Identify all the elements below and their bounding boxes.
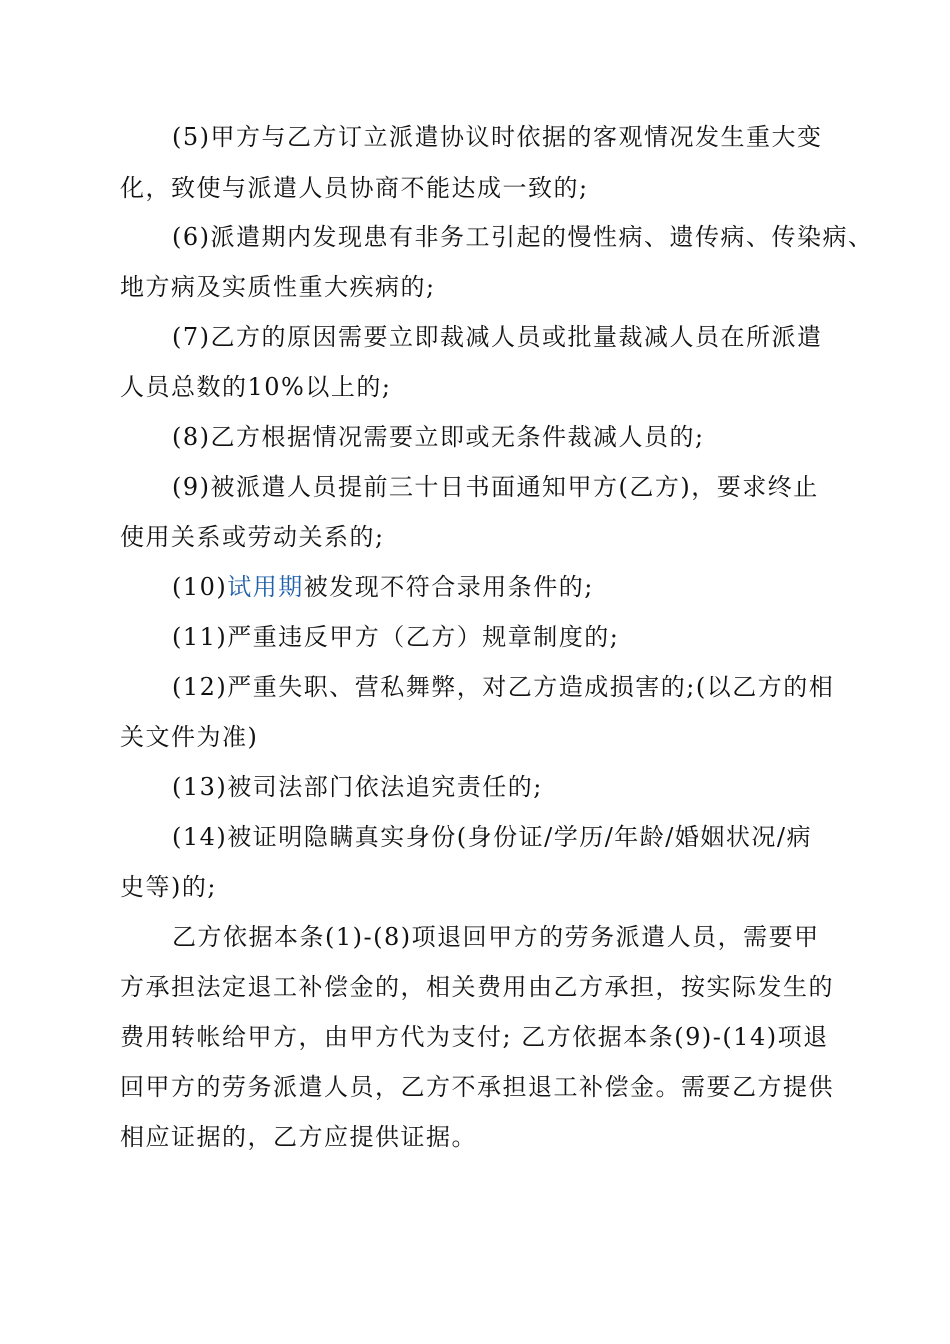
item-9-line-1: (9)被派遣人员提前三十日书面通知甲方(乙方)，要求终止 [172,473,819,501]
closing-line-4: 回甲方的劳务派遣人员，乙方不承担退工补偿金。需要乙方提供 [120,1073,834,1101]
item-5-line-2: 化，致使与派遣人员协商不能达成一致的; [120,174,589,202]
closing-line-3: 费用转帐给甲方，由甲方代为支付; 乙方依据本条(9)-(14)项退 [120,1023,829,1051]
item-7-line-2: 人员总数的10%以上的; [120,373,392,401]
closing-line-1: 乙方依据本条(1)-(8)项退回甲方的劳务派遣人员，需要甲 [172,923,820,951]
item-9-line-2: 使用关系或劳动关系的; [120,523,385,551]
item-14-line-2: 史等)的; [120,873,217,901]
closing-line-5: 相应证据的，乙方应提供证据。 [120,1123,477,1151]
item-10-line-1 [172,572,594,602]
item-5-line-1: (5)甲方与乙方订立派遣协议时依据的客观情况发生重大变 [172,123,823,151]
item-14-line-1: (14)被证明隐瞒真实身份(身份证/学历/年龄/婚姻状况/病 [172,823,812,851]
item-6-line-1: (6)派遣期内发现患有非务工引起的慢性病、遗传病、传染病、 [172,223,874,251]
probation-period-link[interactable]: 试用期 [227,573,304,601]
item-13-line-1: (13)被司法部门依法追究责任的; [172,773,543,801]
item-8-line-1: (8)乙方根据情况需要立即或无条件裁减人员的; [172,423,705,451]
item-12-line-1: (12)严重失职、营私舞弊，对乙方造成损害的;(以乙方的相 [172,673,835,701]
item-12-line-2: 关文件为准) [120,723,259,751]
item-7-line-1: (7)乙方的原因需要立即裁减人员或批量裁减人员在所派遣 [172,323,823,351]
item-10-suffix: 被发现不符合录用条件的; [303,573,594,601]
item-11-line-1: (11)严重违反甲方（乙方）规章制度的; [172,623,620,651]
closing-line-2: 方承担法定退工补偿金的，相关费用由乙方承担，按实际发生的 [120,973,834,1001]
item-6-line-2: 地方病及实质性重大疾病的; [120,273,436,301]
item-10-prefix: (10) [172,573,228,601]
